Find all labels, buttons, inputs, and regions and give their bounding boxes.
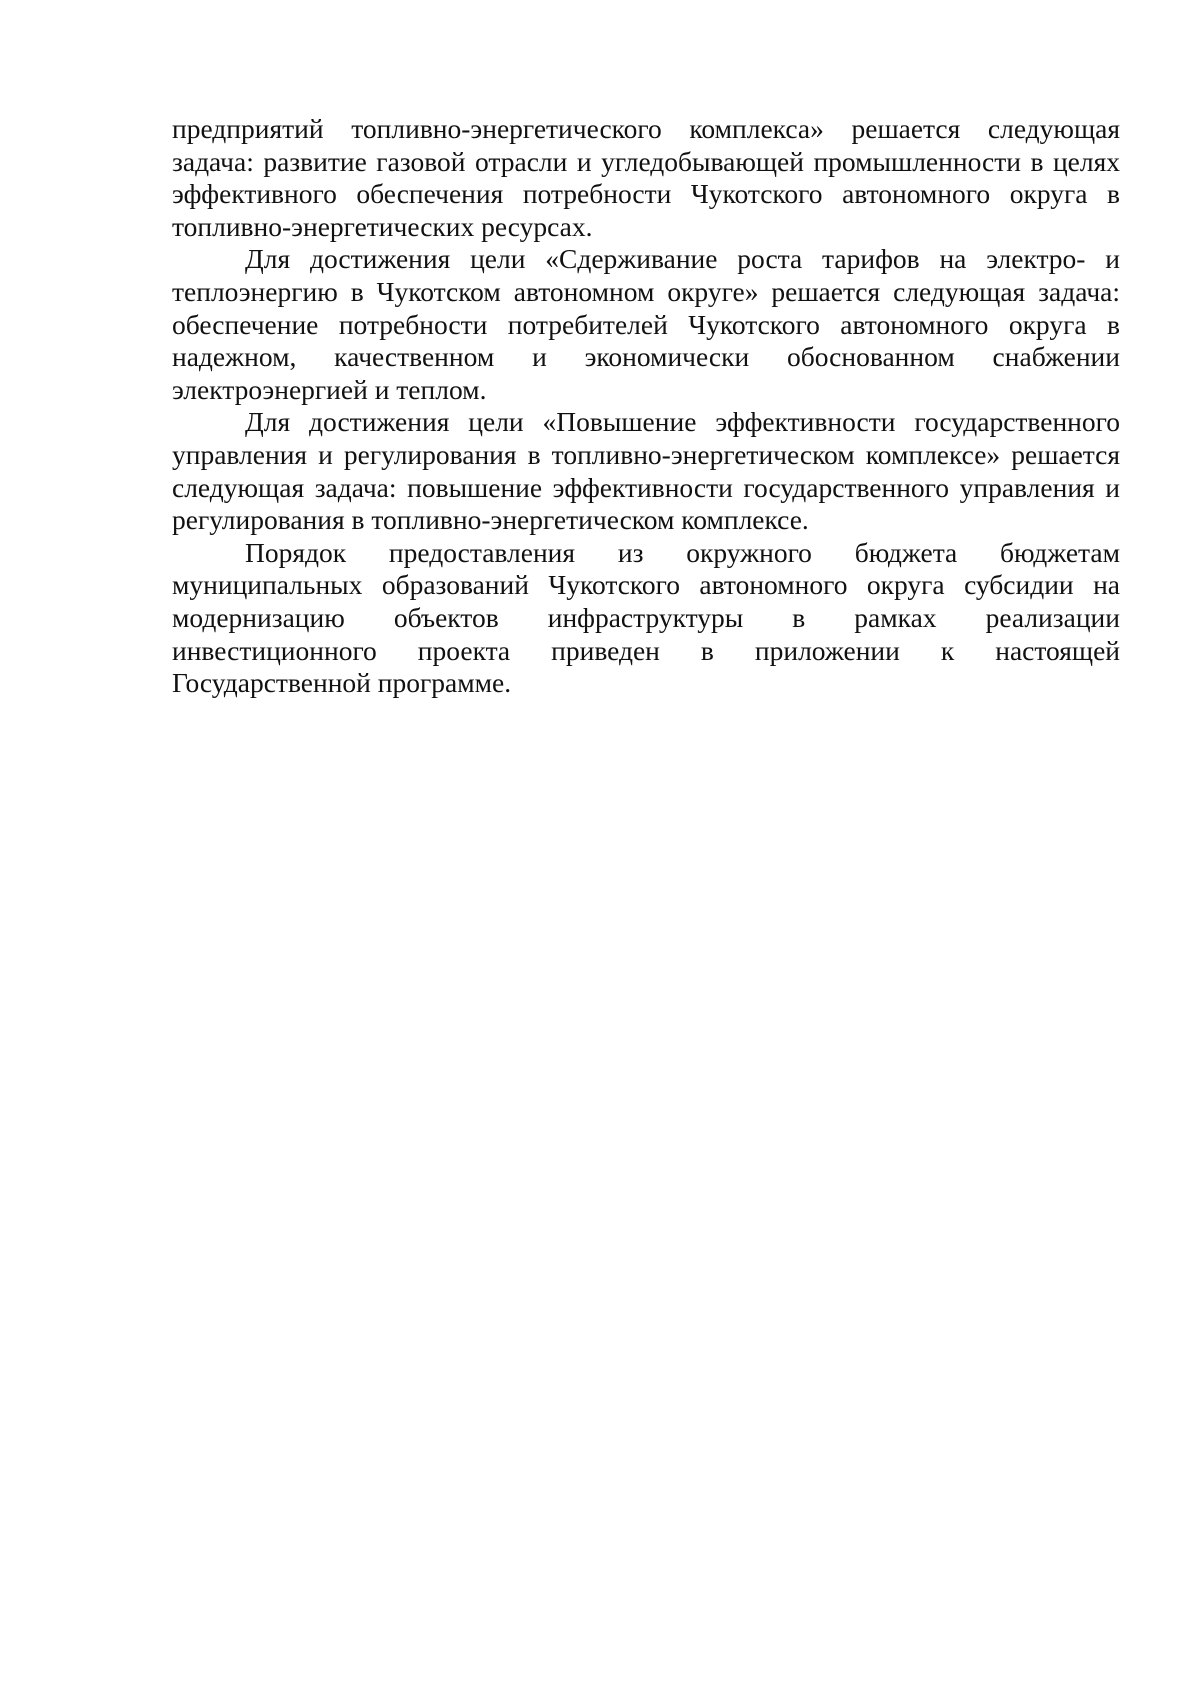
paragraph-tariff-goal: Для достижения цели «Сдерживание роста тарифов на электро- и теплоэнергию в Чукотском автономном округе» решается следующая задача: обеспечение потребности потребителей Чукотского автономного округа в надежном, качественном и экономически обоснованном снабжении электроэнергией и теплом. [172,243,1120,405]
paragraph-subsidy-procedure: Порядок предоставления из окружного бюджета бюджетам муниципальных образований Чукотского автономного округа субсидии на модернизацию объектов инфраструктуры в рамках реализации инвестиционного проекта приведен в приложении к настоящей Государственной программе. [172,536,1120,699]
paragraph-governance-goal: Для достижения цели «Повышение эффективности государственного управления и регулирования в топливно-энергетическом комплексе» решается следующая задача: повышение эффективности государственного управления и регулирования в топливно-энергетическом комплексе. [172,406,1120,536]
document-body [172,113,1120,700]
paragraph-continuation: предприятий топливно-энергетического комплекса» решается следующая задача: развитие газовой отрасли и угледобывающей промышленности в целях эффективного обеспечения потребности Чукотского автономного округа в топливно-энергетических ресурсах. [172,113,1120,242]
